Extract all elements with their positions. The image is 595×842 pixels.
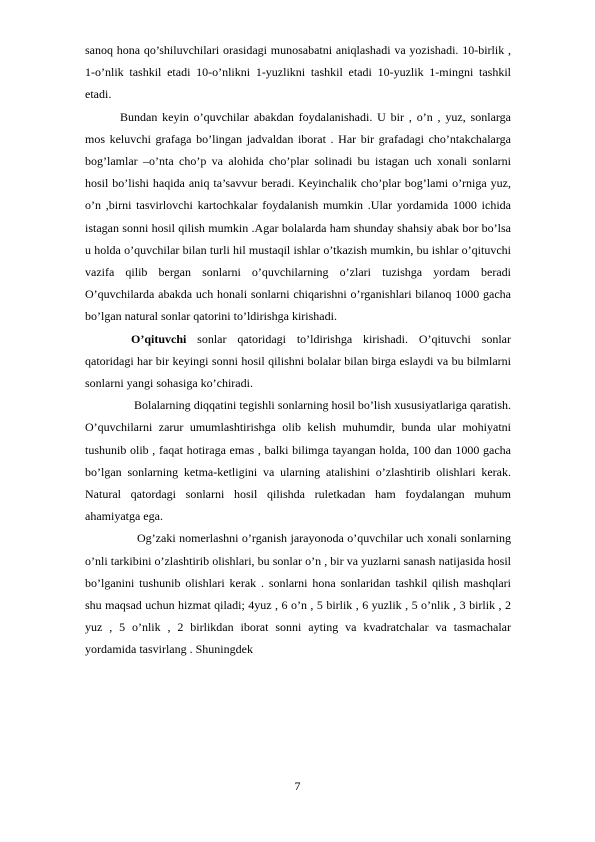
paragraph-3 bbox=[85, 328, 511, 395]
paragraph-5: Og’zaki nomerlashni o’rganish jarayonoda o’quvchilar uch xonali sonlarning o’nli tarkibini o’zlashtirib olishlari, bu sonlar o’n , bir va yuzlarni sanash natijasida hosil bo’lganini tushunib olishlari kerak . sonlarni hona sonlaridan tashkil qilish mashqlari shu maqsad uchun hizmat qiladi; 4yuz , 6 o’n , 5 birlik , 6 yuzlik , 5 o’nlik , 3 birlik , 2 yuz , 5 o’nlik , 2 birlikdan iborat sonni ayting va kvadratchalar va tasmachalar yordamida tasvirlang . Shuningdek bbox=[85, 531, 511, 657]
paragraph-3-text: sonlar qatoridagi to’ldirishga kirishadi. O’qituvchi sonlar qatoridagi har bir keyingi sonni hosil qilishni bolalar bilan birga eslaydi va bu bilmlarni sonlarni yangi sohasiga ko’chiradi. bbox=[85, 331, 511, 391]
paragraph-2: Bundan keyin o’quvchilar abakdan foydalanishadi. U bir , o’n , yuz, sonlarga mos keluvchi grafaga bo’lingan jadvaldan iborat . Har bir grafadagi cho’ntakchalarga bog’lamlar –o’nta cho’p va alohida cho’plar solinadi bu istagan uch xonali sonlarni hosil bo’lishi haqida aniq ta’savvur beradi. Keyinchalik cho’plar bog’lami o’rniga yuz, o’n ,birni tasvirlovchi kartochkalar foydalanish mumkin .Ular yordamida 1000 ichida istagan sonni hosil qilish mumkin .Agar bolalarda ham shunday shahsiy abak bor bo’lsa u holda o’quvchilar bilan turli hil mustaqil ishlar o’tkazish mumkin, bu ishlar o’qituvchi vazifa qilib bergan sonlarni o’quvchilarning o’zlari tuzishga yordam beradi O’quvchilarda abakda uch honali sonlarni chiqarishni o’rganishlari bilanoq 1000 gacha bo’lgan natural sonlar qatorini to’ldirishga kirishadi. bbox=[85, 109, 511, 324]
paragraph-4: Bolalarning diqqatini tegishli sonlarning hosil bo’lish xususiyatlariga qaratish. O’quvchilarni zarur umumlashtirishga olib kelish muhumdir, bunda ular mohiyatni tushunib olib , faqat hotiraga emas , balki bilimga tayangan holda, 100 dan 1000 gacha bo’lgan sonlarning ketma-ketligini va ularning atalishini o’zlashtirib olishlari kerak. Natural qatordagi sonlarni hosil qilishda ruletkadan ham foydalangan muhum ahamiyatga ega. bbox=[85, 398, 511, 524]
term-oqituvchi: O’qituvchi bbox=[131, 331, 187, 346]
page-number: 7 bbox=[294, 779, 301, 793]
paragraph-1: sanoq hona qo’shiluvchilari orasidagi munosabatni aniqlashadi va yozishadi. 10-birlik , 1-o’nlik tashkil etadi 10-o’nlikni 1-yuzlikni tashkil etadi 10-yuzlik 1-mingni tashkil etadi. bbox=[85, 43, 511, 102]
body-text bbox=[85, 39, 511, 661]
